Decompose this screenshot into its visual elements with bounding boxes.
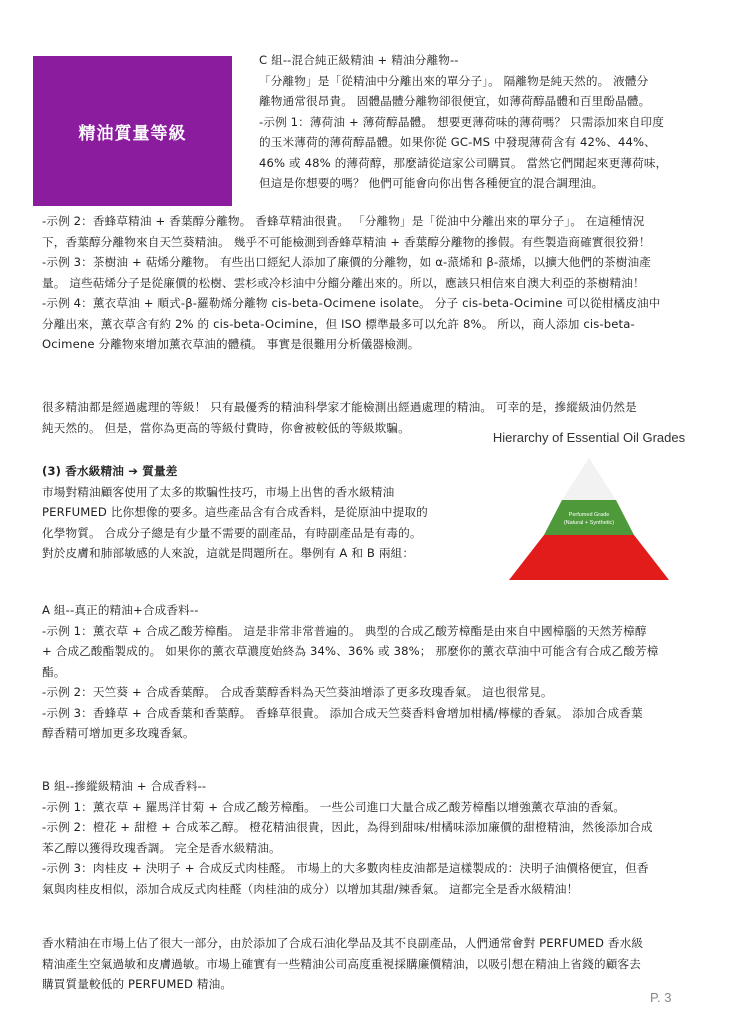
text-line: 分離出來，薰衣草含有約 2% 的 cis-beta-Ocimine，但 ISO 標準最多可以允許 8%。 所以，商人添加 cis-beta-	[42, 316, 635, 331]
pyramid-middle-sublabel: (Natural + Synthetic)	[563, 520, 615, 526]
text-line: 市場對精油顧客使用了太多的欺騙性技巧，市場上出售的香水級精油	[42, 484, 395, 499]
text-line: 下，香葉醇分離物來自天竺葵精油。 幾乎不可能檢測到香蜂草精油 + 香葉醇分離物的摻假。有些製造商確實很狡猾！	[42, 234, 651, 249]
c-group-examples	[42, 211, 692, 355]
section-perfumed-grade	[42, 461, 462, 564]
text-line: 的玉米薄荷的薄荷醇晶體。如果你從 GC-MS 中發現薄荷含有 42%、44%、	[259, 135, 656, 149]
title-box	[33, 56, 232, 206]
text-line: 氣與肉桂皮相似，添加合成反式肉桂醛（肉桂油的成分）以增加其甜/辣香氣。 這都完全是香水級精油！	[42, 881, 579, 896]
conclusion-paragraph	[42, 933, 692, 995]
b-group-block	[42, 776, 692, 899]
c-group-block	[259, 50, 699, 194]
text-line: 購買質量較低的 PERFUMED 精油。	[42, 977, 233, 991]
text-line: 醇香精可增加更多玫瑰香氣。	[42, 726, 195, 740]
text-line: 量。 這些萜烯分子是從廉價的松樹、雲杉或冷杉油中分餾分離出來的。所以，應該只相信來自澳大利亞的茶樹精油！	[42, 275, 645, 290]
text-line: 香水精油在市場上佔了很大一部分，由於添加了合成石油化學品及其不良副產品，人們通常會對 PERFUMED 香水級	[42, 936, 644, 950]
text-line: 苯乙醇以獲得玫瑰香調。 完全是香水級精油。	[42, 840, 281, 855]
text-line: 46% 或 48% 的薄荷醇，那麼請從這家公司購買。 當然它們聞起來更薄荷味，	[259, 155, 668, 170]
pyramid-title: Hierarchy of Essential Oil Grades	[492, 430, 686, 445]
text-line: -示例 1：薰衣草 + 合成乙酸芳樟酯。 這是非常非常普遍的。 典型的合成乙酸芳樟酯是由來自中國樟腦的天然芳樟醇	[42, 623, 647, 638]
pyramid-graphic	[474, 450, 704, 596]
text-line: -示例 1：薄荷油 + 薄荷醇晶體。 想要更薄荷味的薄荷嗎？ 只需添加來自印度	[259, 114, 664, 129]
text-line: 精油產生空氣過敏和皮膚過敏。市場上確實有一些精油公司高度重視採購廉價精油，以吸引想在精油上省錢的顧客去	[42, 956, 641, 971]
page-title: 精油質量等級	[78, 123, 187, 144]
text-line: 「分離物」是「從精油中分離出來的單分子」。 隔離物是純天然的。 液體分	[259, 73, 649, 88]
text-line: A 組--真正的精油+合成香料--	[42, 603, 199, 617]
pyramid-top-tier	[562, 458, 616, 500]
text-line: 化學物質。 合成分子總是有少量不需要的副產品，有時副產品是有毒的。	[42, 525, 422, 540]
text-line: -示例 2：香蜂草精油 + 香葉醇分離物。 香蜂草精油很貴。 「分離物」是「從油中分離出來的單分子」。 在這種情況	[42, 214, 645, 228]
text-line: 離物通常很昂貴。 固體晶體分離物卻很便宜，如薄荷醇晶體和百里酚晶體。	[259, 94, 651, 108]
grade-pyramid-figure	[474, 426, 704, 596]
text-line: -示例 3：香蜂草 + 合成香葉和香葉醇。 香蜂草很貴。 添加合成天竺葵香料會增加柑橘/檸檬的香氣。 添加合成香葉	[42, 705, 643, 720]
section-heading: (3) 香水級精油 ➔ 質量差	[42, 464, 178, 478]
text-line: -示例 1：薰衣草 + 羅馬洋甘菊 + 合成乙酸芳樟酯。 一些公司進口大量合成乙酸芳樟酯以增強薰衣草油的香氣。	[42, 799, 626, 814]
pyramid-bottom-tier	[509, 535, 669, 580]
text-line: + 合成乙酸酯製成的。 如果你的薰衣草濃度始終為 34%、36% 或 38%； 那麼你的薰衣草油中可能含有合成乙酸芳樟	[42, 644, 659, 658]
text-line: 很多精油都是經過處理的等級！ 只有最優秀的精油科學家才能檢測出經過處理的精油。 可幸的是，摻縱級油仍然是	[42, 400, 637, 414]
text-line: 酯。	[42, 664, 66, 679]
pyramid-middle-label: Perfumed Grade	[568, 512, 610, 518]
text-line: -示例 4：薰衣草油 + 順式-β-羅勒烯分離物 cis-beta-Ocimene isolate。 分子 cis-beta-Ocimine 可以從柑橘皮油中	[42, 296, 661, 310]
text-line: -示例 3：茶樹油 + 萜烯分離物。 有些出口經紀人添加了廉價的分離物，如 α-蒎烯和 β-蒎烯，以擴大他們的茶樹油產	[42, 255, 651, 269]
text-line: -示例 2：橙花 + 甜橙 + 合成苯乙醇。 橙花精油很貴，因此，為得到甜味/柑橘味添加廉價的甜橙精油，然後添加合成	[42, 820, 653, 834]
page-number: P. 3	[650, 990, 672, 1005]
text-line: 對於皮膚和肺部敏感的人來說，這就是問題所在。舉例有 A 和 B 兩組：	[42, 546, 415, 560]
text-line: B 組--摻縱級精油 + 合成香料--	[42, 779, 207, 793]
text-line: PERFUMED 比你想像的要多。這些產品含有合成香料，是從原油中提取的	[42, 505, 428, 519]
text-line: -示例 3：肉桂皮 + 決明子 + 合成反式肉桂醛。 市場上的大多數肉桂皮油都是這樣製成的：決明子油價格便宜，但香	[42, 861, 649, 875]
text-line: C 組--混合純正級精油 + 精油分離物--	[259, 53, 459, 67]
text-line: 純天然的。 但是，當你為更高的等級付費時，你會被較低的等級欺騙。	[42, 420, 410, 435]
text-line: 但這是你想要的嗎？ 他們可能會向你出售各種便宜的混合調理油。	[259, 176, 604, 190]
text-line: Ocimene 分離物來增加薰衣草油的體積。 事實是很難用分析儀器檢測。	[42, 337, 420, 351]
text-line: -示例 2：天竺葵 + 合成香葉醇。 合成香葉醇香料為天竺葵油增添了更多玫瑰香氣。 這也很常見。	[42, 685, 553, 699]
a-group-block	[42, 600, 692, 744]
